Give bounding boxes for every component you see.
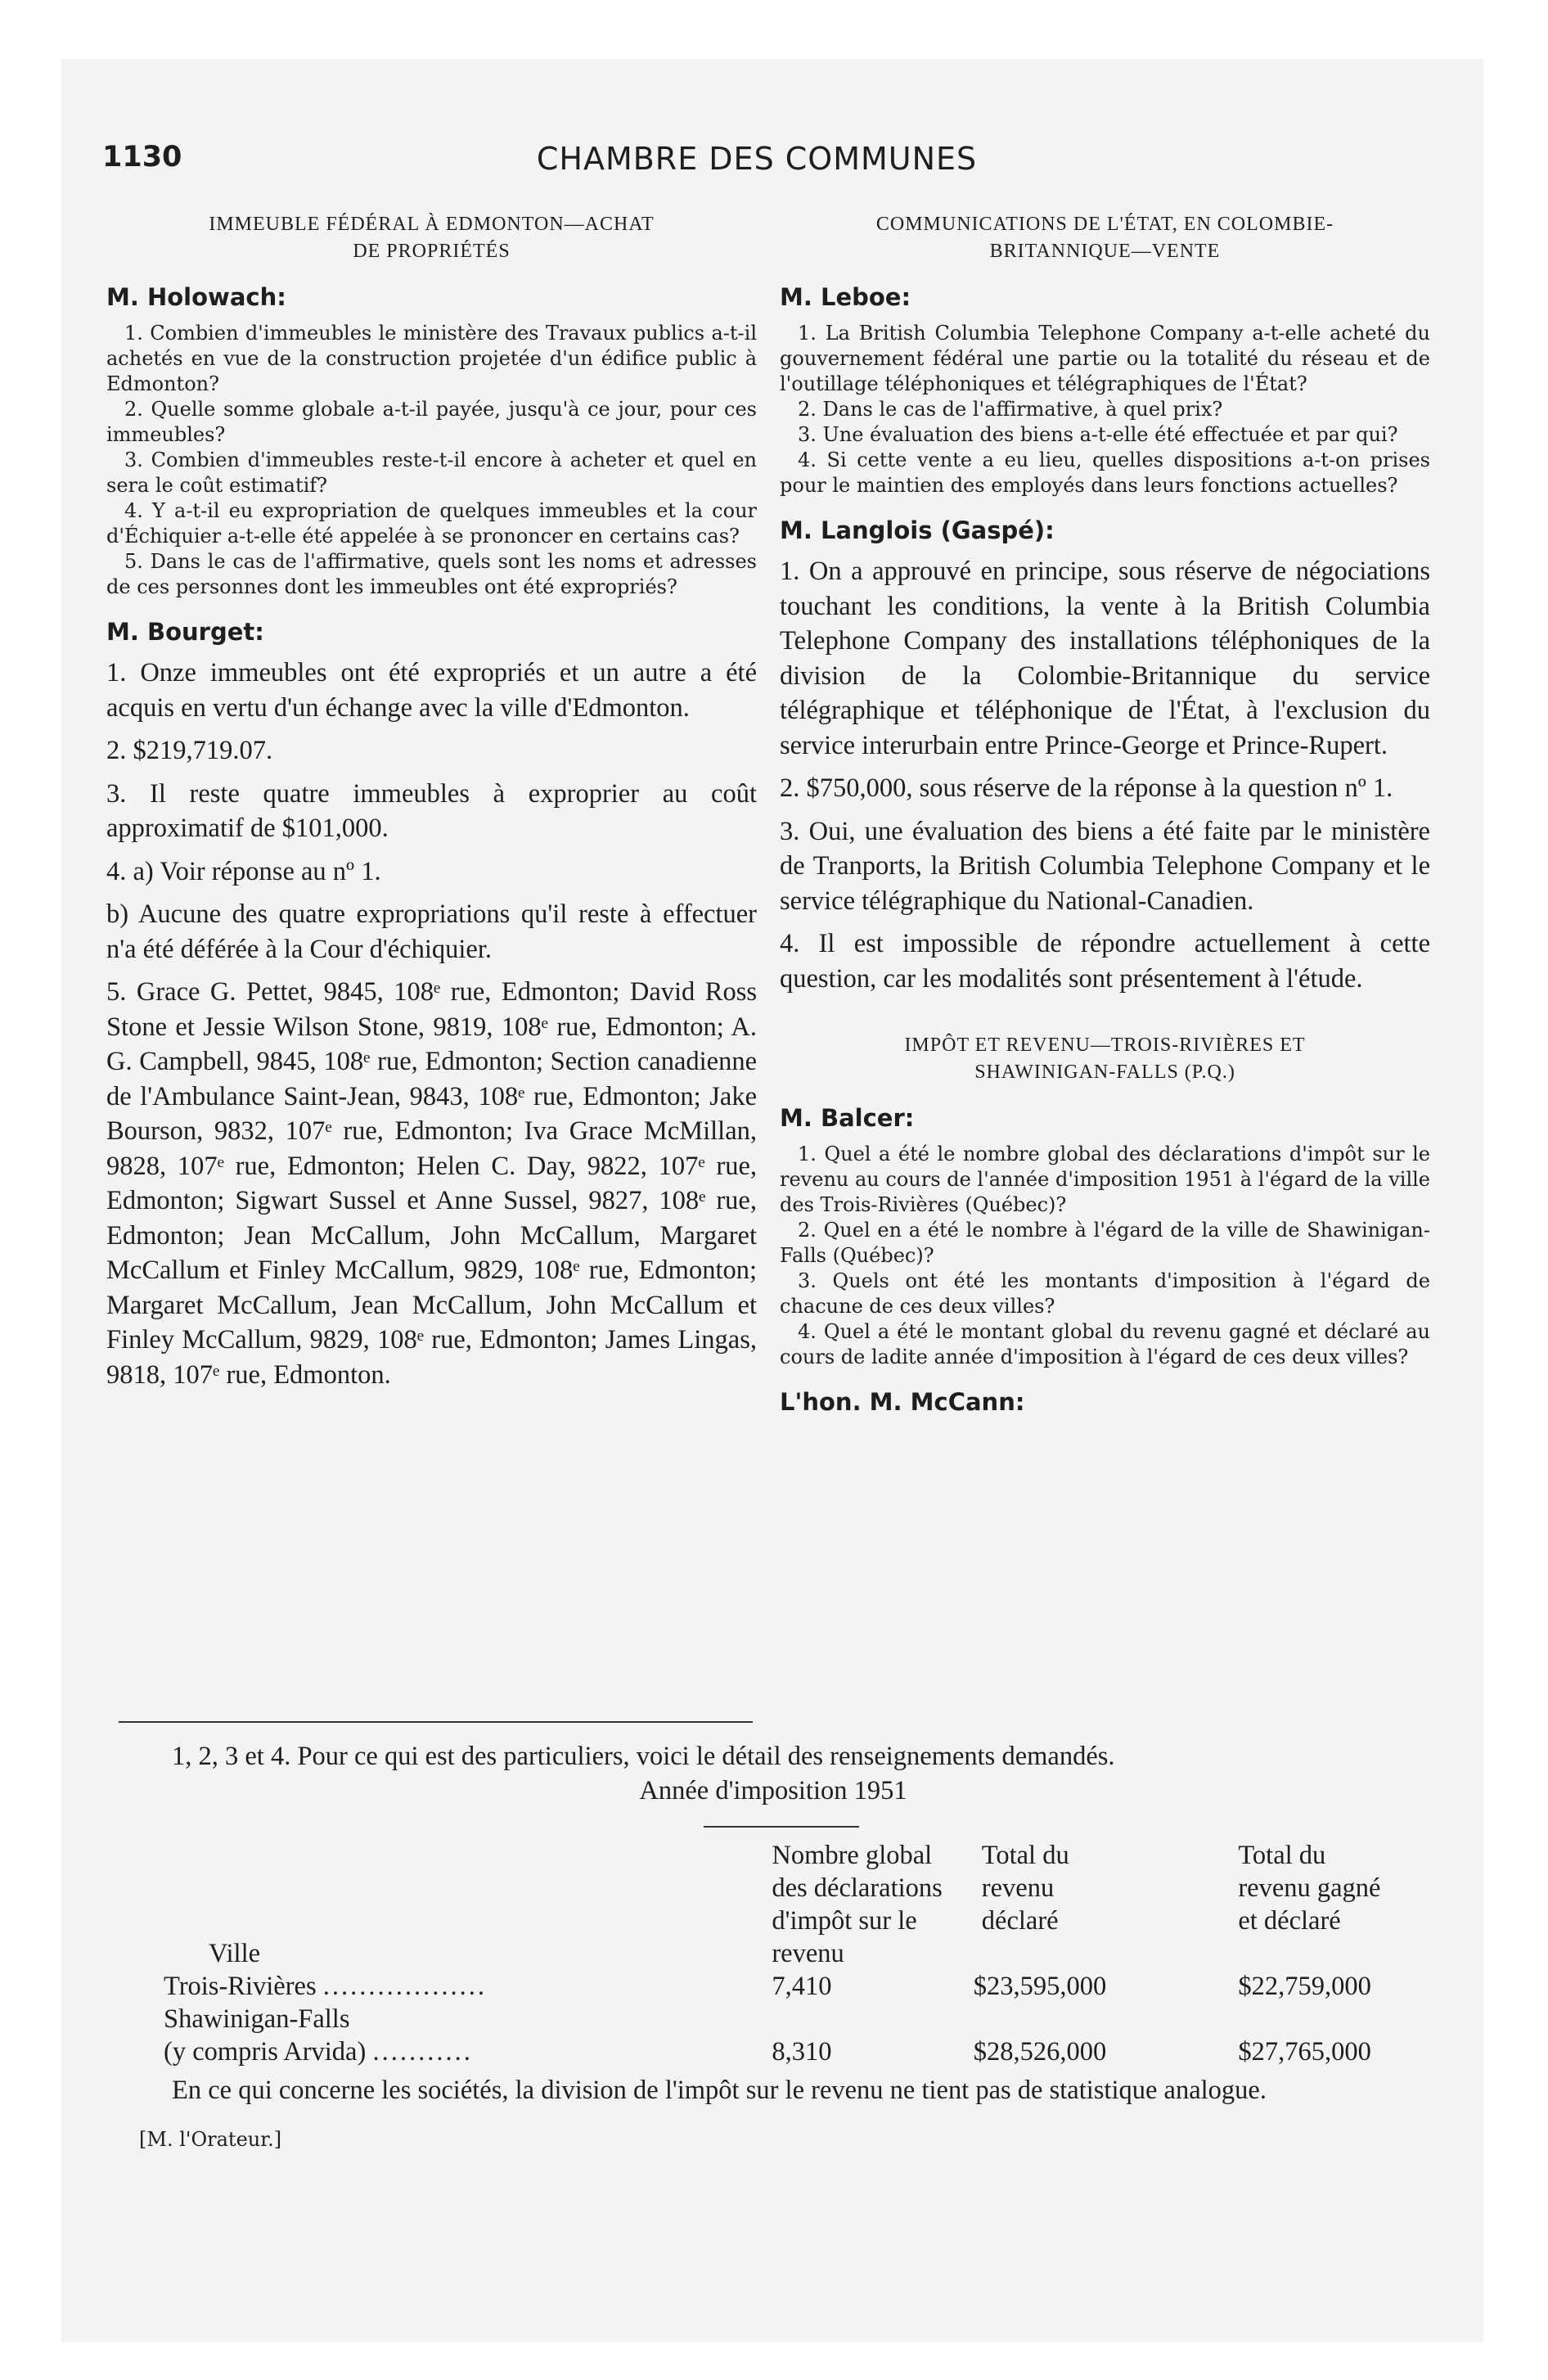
table-row xyxy=(164,2003,1440,2068)
caption-rule xyxy=(704,1826,859,1828)
section-title-edmonton: IMMEUBLE FÉDÉRAL À EDMONTON—ACHAT DE PROPRIÉTÉS xyxy=(209,214,655,262)
right-column xyxy=(780,211,1430,1426)
table-header-row xyxy=(164,1839,1440,1970)
speaker-leboe: M. Leboe: xyxy=(780,283,911,311)
column-separator-rule xyxy=(119,1721,753,1723)
cell-earned: $27,765,000 xyxy=(1238,2037,1371,2067)
question-3: 3. Quels ont été les montants d'imposition à l'égard de chacune de ces deux villes? xyxy=(780,1269,1430,1318)
footer-speaker: [M. l'Orateur.] xyxy=(139,2128,282,2151)
question-2: 2. Quelle somme globale a-t-il payée, jusqu'à ce jour, pour ces immeubles? xyxy=(106,398,757,446)
question-1: 1. La British Columbia Telephone Company a-t-elle acheté du gouvernement fédéral une partie ou la totalité du réseau et de l'outillage téléphoniques et télégraphiques de l'État? xyxy=(780,322,1430,395)
answer-2: 2. $750,000, sous réserve de la réponse à la question nº 1. xyxy=(780,773,1393,803)
cell-count: 8,310 xyxy=(772,2037,832,2067)
leader-dots: .................. xyxy=(322,1972,487,2001)
header-count: Nombre global des déclarations d'impôt sur le revenu xyxy=(772,1841,943,1968)
speaker-bourget: M. Bourget: xyxy=(106,618,264,646)
question-4: 4. Si cette vente a eu lieu, quelles dispositions a-t-on prises pour le maintien des employés dans leurs fonctions actuelles? xyxy=(780,449,1430,497)
left-column xyxy=(106,211,757,1400)
answer-4: 4. Il est impossible de répondre actuellement à cette question, car les modalités sont présentement à l'étude. xyxy=(780,929,1430,994)
cell-count: 7,410 xyxy=(772,1972,832,2001)
header-ville: Ville xyxy=(209,1939,261,1968)
section-title-communications: COMMUNICATIONS DE L'ÉTAT, EN COLOMBIE- BRITANNIQUE—VENTE xyxy=(875,214,1334,262)
question-3: 3. Une évaluation des biens a-t-elle été effectuée et par qui? xyxy=(798,423,1398,446)
cell-earned: $22,759,000 xyxy=(1238,1972,1371,2001)
bottom-section xyxy=(106,1739,1440,2157)
question-2: 2. Quel en a été le nombre à l'égard de la ville de Shawinigan-Falls (Québec)? xyxy=(780,1219,1430,1267)
answer-4b: b) Aucune des quatre expropriations qu'il reste à effectuer n'a été déférée à la Cour d'échiquier. xyxy=(106,899,757,964)
answer-5: 5. Grace G. Pettet, 9845, 108ᵉ rue, Edmonton; David Ross Stone et Jessie Wilson Stone, 9819, 108ᵉ rue, Edmonton; A. G. Campbell, 9845, 108ᵉ rue, Edmonton; Section canadienne de l'Ambulance Saint-Jean, 9843, 108ᵉ rue, Edmonton; Jake Bourson, 9832, 107ᵉ rue, Edmonton; Iva Grace McMillan, 9828, 107ᵉ rue, Edmonton; Helen C. Day, 9822, 107ᵉ rue, Edmonton; Sigwart Sussel et Anne Sussel, 9827, 108ᵉ rue, Edmonton; Jean McCallum, John McCallum, Margaret McCallum et Finley McCallum, 9829, 108ᵉ rue, Edmonton; Margaret McCallum, Jean McCallum, John McCallum et Finley McCallum, 9829, 108ᵉ rue, Edmonton; James Lingas, 9818, 107ᵉ rue, Edmonton. xyxy=(106,977,757,1390)
cell-ville: Shawinigan-Falls (y compris Arvida) ........... xyxy=(164,2004,473,2067)
answer-1: 1. Onze immeubles ont été expropriés et un autre a été acquis en vertu d'un échange avec la ville d'Edmonton. xyxy=(106,658,757,723)
question-4: 4. Quel a été le montant global du revenu gagné et déclaré au cours de ladite année d'imposition à l'égard de ces deux villes? xyxy=(780,1320,1430,1368)
speaker-holowach: M. Holowach: xyxy=(106,283,286,311)
question-3: 3. Combien d'immeubles reste-t-il encore à acheter et quel en sera le coût estimatif? xyxy=(106,449,757,497)
leader-dots: ........... xyxy=(372,2037,473,2067)
cell-ville: Trois-Rivières .................. xyxy=(164,1972,487,2001)
page-header xyxy=(102,141,1411,182)
table-row xyxy=(164,1970,1440,2003)
answer-3: 3. Il reste quatre immeubles à exproprier au coût approximatif de $101,000. xyxy=(106,778,757,843)
answer-1: 1. On a approuvé en principe, sous réserve de négociations touchant les conditions, la vente à la British Columbia Telephone Company des installations téléphoniques de la division de la Colombie-Britannique du service télégraphique et téléphonique de l'État, à l'exclusion du service interurbain entre Prince-George et Prince-Rupert. xyxy=(780,557,1430,760)
header-declared: Total du revenu déclaré xyxy=(981,1841,1069,1936)
answer-intro: 1, 2, 3 et 4. Pour ce qui est des particuliers, voici le détail des renseignements demandés. xyxy=(172,1742,1115,1771)
answer-2: 2. $219,719.07. xyxy=(106,736,273,765)
speaker-balcer: M. Balcer: xyxy=(780,1104,915,1132)
page-number: 1130 xyxy=(102,141,182,174)
section-title-impot: IMPÔT ET REVENU—TROIS-RIVIÈRES ET SHAWINIGAN-FALLS (P.Q.) xyxy=(904,1034,1306,1083)
corporations-note: En ce qui concerne les sociétés, la division de l'impôt sur le revenu ne tient pas de statistique analogue. xyxy=(172,2076,1267,2105)
tax-table xyxy=(164,1839,1440,2068)
table-caption: Année d'imposition 1951 xyxy=(639,1776,907,1805)
answer-4a: 4. a) Voir réponse au nº 1. xyxy=(106,856,381,886)
cell-declared: $23,595,000 xyxy=(973,1972,1107,2001)
speaker-langlois: M. Langlois (Gaspé): xyxy=(780,516,1055,544)
question-4: 4. Y a-t-il eu expropriation de quelques immeubles et la cour d'Échiquier a-t-elle été appelée à se prononcer en certains cas? xyxy=(106,499,757,548)
question-1: 1. Combien d'immeubles le ministère des Travaux publics a-t-il achetés en vue de la construction projetée d'un édifice public à Edmonton? xyxy=(106,322,757,395)
speaker-mccann: L'hon. M. McCann: xyxy=(780,1388,1025,1416)
answer-3: 3. Oui, une évaluation des biens a été faite par le ministère de Tranports, la British Columbia Telephone Company et le service télégraphique du National-Canadien. xyxy=(780,816,1430,916)
page-title: CHAMBRE DES COMMUNES xyxy=(536,141,978,177)
question-2: 2. Dans le cas de l'affirmative, à quel prix? xyxy=(798,398,1223,421)
cell-declared: $28,526,000 xyxy=(973,2037,1107,2067)
header-earned: Total du revenu gagné et déclaré xyxy=(1238,1841,1381,1936)
question-1: 1. Quel a été le nombre global des déclarations d'impôt sur le revenu au cours de l'année d'imposition 1951 à l'égard de la ville des Trois-Rivières (Québec)? xyxy=(780,1143,1430,1216)
question-5: 5. Dans le cas de l'affirmative, quels sont les noms et adresses de ces personnes dont les immeubles ont été expropriés? xyxy=(106,550,757,598)
